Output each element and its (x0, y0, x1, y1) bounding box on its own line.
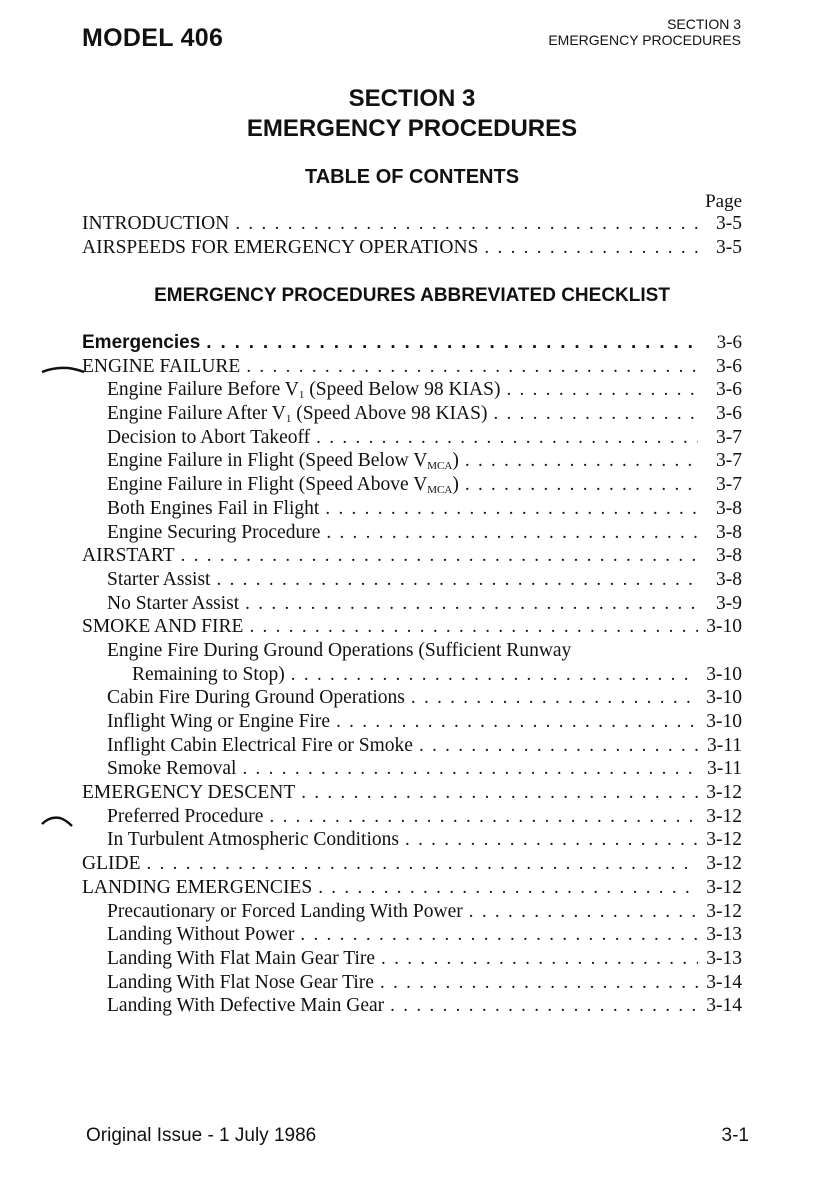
toc-entry-page: 3-10 (706, 687, 742, 709)
toc-entry-page: 3-14 (706, 971, 742, 993)
toc-entry[interactable] (82, 355, 742, 379)
toc-entry-title: Engine Failure After $V_1$ (Speed Above 98 KIAS) (107, 403, 488, 426)
dot-leader (316, 426, 698, 450)
dot-leader (269, 805, 698, 829)
toc-entry[interactable] (82, 923, 742, 947)
model-name: MODEL 406 (82, 24, 224, 52)
toc-entry[interactable] (82, 686, 742, 710)
toc-entry[interactable] (82, 971, 742, 995)
running-header (548, 16, 741, 48)
section-title: SECTION 3 (348, 85, 476, 112)
dot-leader (235, 212, 698, 236)
running-header-title: EMERGENCY PROCEDURES (548, 32, 741, 48)
toc-entry-page: 3-9 (716, 592, 742, 614)
toc-entry-title: No Starter Assist (107, 592, 240, 614)
toc-entry[interactable] (82, 781, 742, 805)
toc-entry[interactable] (82, 568, 742, 592)
toc-entry[interactable] (82, 473, 742, 497)
dot-leader (381, 947, 698, 971)
running-header-section: SECTION 3 (667, 16, 741, 32)
toc-entry-title: Landing With Flat Main Gear Tire (107, 947, 376, 969)
toc-entry-page: 3-8 (716, 545, 742, 567)
toc-entry-title: Inflight Cabin Electrical Fire or Smoke (107, 734, 413, 756)
toc-entry-title: LANDING EMERGENCIES (82, 876, 313, 898)
dot-leader (300, 923, 698, 947)
toc-entry[interactable] (82, 497, 742, 521)
toc-entry-page: 3-5 (716, 213, 742, 234)
issue-date: Original Issue - 1 July 1986 (86, 1125, 317, 1146)
toc-entry[interactable] (82, 994, 742, 1018)
toc-entry-page: 3-6 (716, 355, 742, 377)
dot-leader (246, 355, 698, 379)
toc-entry-title: AIRSTART (82, 545, 175, 567)
toc-entry-page: 3-5 (716, 236, 742, 258)
page-number: 3-1 (721, 1125, 749, 1146)
toc-entry-title: Inflight Wing or Engine Fire (107, 711, 331, 732)
toc-entry-page: 3-6 (716, 332, 742, 353)
toc-entry-title: Starter Assist (107, 568, 211, 590)
toc-entry[interactable] (82, 378, 742, 402)
dot-leader (506, 378, 698, 402)
dot-leader (465, 449, 698, 473)
section-subtitle: EMERGENCY PROCEDURES (246, 115, 578, 142)
toc-entry-continuation[interactable] (82, 663, 742, 687)
toc-entry-page: 3-8 (716, 521, 742, 543)
toc-entry-page: 3-13 (706, 947, 742, 969)
toc-entry-page: 3-10 (706, 711, 742, 732)
dot-leader (291, 663, 698, 687)
dot-leader (249, 615, 698, 639)
toc-entry[interactable] (82, 852, 742, 876)
toc-entry-page: 3-12 (706, 876, 742, 898)
toc-entry-page: 3-7 (716, 474, 742, 496)
toc-entry-title: Landing With Flat Nose Gear Tire (107, 971, 374, 993)
dot-leader (469, 900, 698, 924)
toc-entry-page: 3-7 (716, 426, 742, 448)
dot-leader (318, 876, 698, 900)
dot-leader (181, 544, 698, 568)
toc-entry-title: Landing With Defective Main Gear (107, 995, 385, 1017)
dot-leader (336, 710, 698, 734)
toc-entry-title: Emergencies (82, 332, 201, 353)
toc-entry-title: EMERGENCY DESCENT (82, 782, 296, 804)
toc-entry[interactable] (82, 402, 742, 426)
toc-entry[interactable] (82, 805, 742, 829)
toc-entry-title: Decision to Abort Takeoff (107, 426, 311, 448)
dot-leader (242, 757, 698, 781)
toc-entry[interactable] (82, 592, 742, 616)
toc-entry[interactable] (82, 615, 742, 639)
toc-entry-page: 3-13 (706, 924, 742, 946)
toc-entry-page: 3-12 (706, 805, 742, 827)
toc-entry-page: 3-12 (706, 900, 742, 922)
toc-entry[interactable] (82, 449, 742, 473)
toc-entry[interactable] (82, 900, 742, 924)
dot-leader (484, 236, 698, 260)
toc-entry-page: 3-10 (706, 663, 742, 685)
dot-leader (325, 497, 698, 521)
dot-leader (419, 734, 698, 758)
toc-entry-page: 3-6 (716, 403, 742, 425)
toc-entry[interactable] (82, 828, 742, 852)
dot-leader (411, 686, 698, 710)
dot-leader (380, 971, 698, 995)
dot-leader (245, 592, 698, 616)
pen-mark-icon (40, 360, 92, 378)
page-column-label: Page (705, 191, 742, 212)
toc-entry[interactable] (82, 331, 742, 355)
dot-leader (390, 994, 698, 1018)
toc-entry-title: Engine Failure in Flight (Speed Below $V_{MCA}$) (107, 450, 459, 473)
intro-toc (82, 212, 742, 259)
toc-entry-page: 3-7 (716, 450, 742, 472)
toc-entry-title: In Turbulent Atmospheric Conditions (107, 829, 399, 851)
toc-entry-title: AIRSPEEDS FOR EMERGENCY OPERATIONS (82, 236, 479, 258)
toc-entry[interactable] (82, 757, 742, 781)
toc-entry-title: Engine Failure in Flight (Speed Above $V_{MCA}$) (107, 474, 459, 497)
toc-entry[interactable] (82, 426, 742, 450)
toc-entry-title: SMOKE AND FIRE (82, 616, 244, 638)
toc-entry-title: Cabin Fire During Ground Operations (107, 687, 405, 709)
toc-entry[interactable] (82, 734, 742, 758)
toc-entry-title: GLIDE (82, 853, 141, 875)
checklist-toc (82, 331, 742, 1018)
toc-entry-page: 3-12 (706, 782, 742, 804)
toc-entry[interactable] (82, 236, 742, 260)
dot-leader (216, 568, 698, 592)
checklist-heading: EMERGENCY PROCEDURES ABBREVIATED CHECKLIST (154, 285, 670, 306)
toc-entry-page: 3-12 (706, 829, 742, 851)
toc-entry-title: INTRODUCTION (82, 213, 230, 234)
toc-entry-page: 3-10 (706, 616, 742, 638)
toc-entry-page: 3-14 (706, 995, 742, 1017)
toc-entry-title: Both Engines Fail in Flight (107, 497, 320, 519)
toc-entry-page: 3-11 (706, 758, 742, 780)
toc-entry[interactable] (82, 710, 742, 734)
toc-entry-page: 3-8 (716, 568, 742, 590)
toc-entry-page: 3-12 (706, 853, 742, 875)
toc-entry-title: Precautionary or Forced Landing With Power (107, 900, 463, 922)
toc-entry-title: ENGINE FAILURE (82, 355, 241, 377)
toc-entry-title: Preferred Procedure (107, 805, 264, 827)
toc-entry-title: Engine Failure Before $V_1$ (Speed Below 98 KIAS) (107, 379, 501, 402)
toc-entry[interactable] (82, 544, 742, 568)
toc-heading: TABLE OF CONTENTS (304, 166, 520, 188)
toc-entry-title: Smoke Removal (107, 758, 237, 780)
dot-leader (301, 781, 698, 805)
toc-entry[interactable] (82, 212, 742, 236)
toc-entry-page: 3-11 (706, 734, 742, 756)
toc-entry-page: 3-8 (716, 497, 742, 519)
dot-leader (465, 473, 698, 497)
toc-entry-page: 3-6 (716, 379, 742, 401)
dot-leader (146, 852, 698, 876)
toc-entry[interactable] (82, 876, 742, 900)
toc-entry[interactable] (82, 947, 742, 971)
dot-leader (493, 402, 698, 426)
dot-leader (206, 331, 698, 355)
toc-entry[interactable] (82, 639, 742, 663)
dot-leader (405, 828, 698, 852)
pen-mark-icon (40, 810, 86, 832)
toc-entry-title: Engine Fire During Ground Operations (Sufficient Runway (107, 639, 572, 661)
toc-entry-title: Remaining to Stop) (132, 663, 285, 685)
toc-entry[interactable] (82, 521, 742, 545)
dot-leader (326, 521, 698, 545)
toc-entry-title: Engine Securing Procedure (107, 521, 321, 543)
toc-entry-title: Landing Without Power (107, 924, 295, 946)
